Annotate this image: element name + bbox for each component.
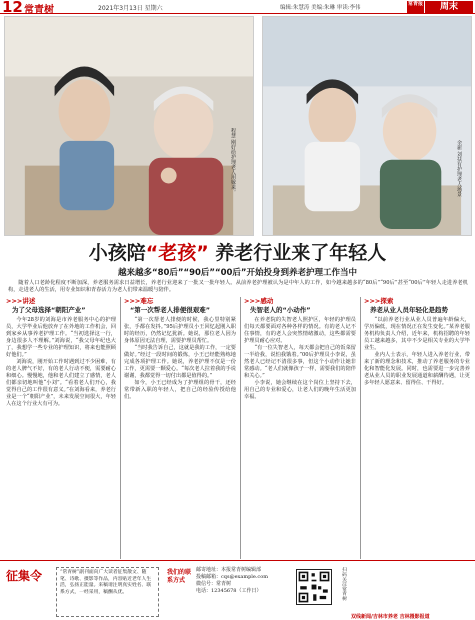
photo-left-caption: 程慧 刚好给护理老人用嫁来。: [230, 128, 236, 195]
photo-right-caption: 余新 刘扶有护理老人场景: [456, 140, 462, 197]
column-paragraph: “有一位失智老人，每天都会把自己的饭菜留一半给我，说怕我饿着。”00后护理员小李说，虽然老人已经记不清很多事，但这个小动作让她非常感动。“老人们就像孩子一样，需要我们的陪伴和关心。”: [244, 345, 356, 379]
column-3: [244, 297, 356, 559]
masthead: [0, 0, 475, 14]
column-4: [364, 297, 470, 559]
contact-line: 微信号：常青树: [196, 581, 232, 587]
page-number: 12: [2, 0, 23, 16]
paper-name: 常青树: [24, 5, 54, 16]
intro-paragraph: 随着人口老龄化程度不断加深，养老服务需求日益增长，养老行业迎来了一批又一批年轻人。从前养老护理被认为是中年人的工作，如今越来越多的“80后”“90后”甚至“00后”年轻人走进养老机构，走进老人的生活，用专业知识和青春活力为老人们带来温暖与陪伴。: [8, 280, 468, 293]
qr-code-icon: [296, 569, 332, 605]
photo-right-image: [263, 17, 471, 235]
photo-left: [4, 16, 254, 236]
column-paragraph: “第一次帮老人排便的时候，我心里特别紧张，手都在发抖。”95后护理员小王回忆起刚入职时的经历，仍然记忆犹新。她说，那位老人因为身体原因无法自理，需要护理员帮忙。: [124, 317, 236, 344]
contact-line: 邮寄地址：本报常青树编辑部: [196, 567, 262, 573]
call-for-submissions-title: 征集令: [6, 569, 43, 583]
headline: [0, 238, 475, 265]
column-divider: [360, 297, 361, 559]
call-for-submissions-text: “常青树”副刊面向广大读者征集散文、随笔、诗歌、摄影等作品，内容贴近老年人生活，弘扬正能量。来稿请注明真实姓名、联系方式，一经采用，稿酬从优。: [56, 567, 159, 617]
contact-line: 投稿邮箱：cqs@example.com: [196, 574, 268, 580]
column-paragraph: 刘海说，刚开始工作时遇到过不少困难，有的老人脾气不好，有的老人行动不便，需要耐心和细心。慢慢地，他和老人们建立了感情，老人们都亲切地叫他“小刘”。“看着老人们开心，我觉得自己的工作很有意义。”在刘海看来，养老行业是一个“朝阳产业”，未来发展空间很大，年轻人在这个行业大有可为。: [6, 359, 116, 407]
column-paragraph: 如今，小王已经成为了护理组的骨干，还经常带新入职的年轻人，把自己的经验传授给他们。: [124, 380, 236, 400]
headline-part-2: “老孩”: [145, 242, 209, 264]
column-kicker: >>>探索: [364, 297, 394, 305]
column-divider: [240, 297, 241, 559]
headline-part-1: 小孩陪: [88, 242, 146, 264]
contact-heading: 我们的联系方式: [167, 569, 192, 584]
headline-part-3: 养老行业来了年轻人: [208, 242, 387, 264]
column-paragraph: “以前养老行业从业人员普遍年龄偏大，学历偏低，现在情况正在发生变化。”某养老服务机构负责人介绍，近年来，机构招聘的年轻员工越来越多，其中不少是相关专业的大学毕业生。: [364, 317, 470, 351]
column-paragraph: 在养老院的失智老人照护区，年轻的护理员们每天都要面对各种各样的情况。有的老人记不住事情，有的老人会突然情绪激动，这些都需要护理员耐心应对。: [244, 317, 356, 344]
contact-info: [196, 567, 292, 595]
photo-left-image: [5, 17, 253, 235]
column-title: 养老从业人员年轻化是趋势: [370, 306, 448, 314]
weekend-logo: 周末: [425, 1, 473, 13]
column-title: 为了父母选择“朝阳产业”: [12, 306, 86, 314]
column-kicker: >>>讲述: [6, 297, 36, 305]
column-paragraph: 今年28岁的刘海是市养老服务中心的护理员，大学毕业后他放弃了在外地的工作机会，回到家乡从事养老护理工作。“当初选择这一行，身边很多人不理解。”刘海说，“我父母年纪也大了，我想学一些专业的护理知识，将来也能照顾好他们。”: [6, 317, 116, 358]
footer-credits: 双线新闻/吉林市养老 吉林摄影报道: [351, 614, 430, 620]
issue-date: 2021年3月13日 星期六: [98, 5, 163, 12]
qr-code-caption: 扫码关注常青树: [341, 567, 346, 601]
column-title: “第一次帮老人排便很艰难”: [130, 306, 211, 314]
subheadline: 越来越多“80后”“90后”“00后”开始投身到养老护理工作当中: [117, 268, 357, 278]
column-title: 失智老人的“小动作”: [250, 306, 311, 314]
contact-line: 电话：12345678（工作日）: [196, 588, 262, 594]
newspaper-logo-small: 常青报: [407, 1, 424, 13]
column-1: [6, 297, 116, 559]
column-kicker: >>>感动: [244, 297, 274, 305]
photo-right: [262, 16, 472, 236]
column-paragraph: 业内人士表示，年轻人进入养老行业，带来了新的理念和技术，推动了养老服务的专业化和智能化发展。同时，也需要进一步完善养老从业人员的职业发展通道和薪酬待遇，让更多年轻人愿意来、留得住、干得好。: [364, 352, 470, 386]
staff-credits: 编辑:朱慧涛 美编:朱琳 审读:李伟: [280, 5, 361, 11]
column-paragraph: “当时我告诉自己，这就是我的工作，一定要做好。”经过一段时间的锻炼，小王已经能熟练地完成各项护理工作。她说，养老护理不仅是一份工作，更需要一颗爱心。“每次老人拉着我的手说谢谢，我都觉得一切付出都是值得的。”: [124, 345, 236, 379]
column-divider: [120, 297, 121, 559]
column-paragraph: 小李说，她会继续在这个岗位上坚持下去，用自己的专业和爱心，让老人们的晚年生活更加幸福。: [244, 380, 356, 400]
column-2: [124, 297, 236, 559]
column-kicker: >>>难忘: [124, 297, 154, 305]
footer: [0, 560, 475, 620]
